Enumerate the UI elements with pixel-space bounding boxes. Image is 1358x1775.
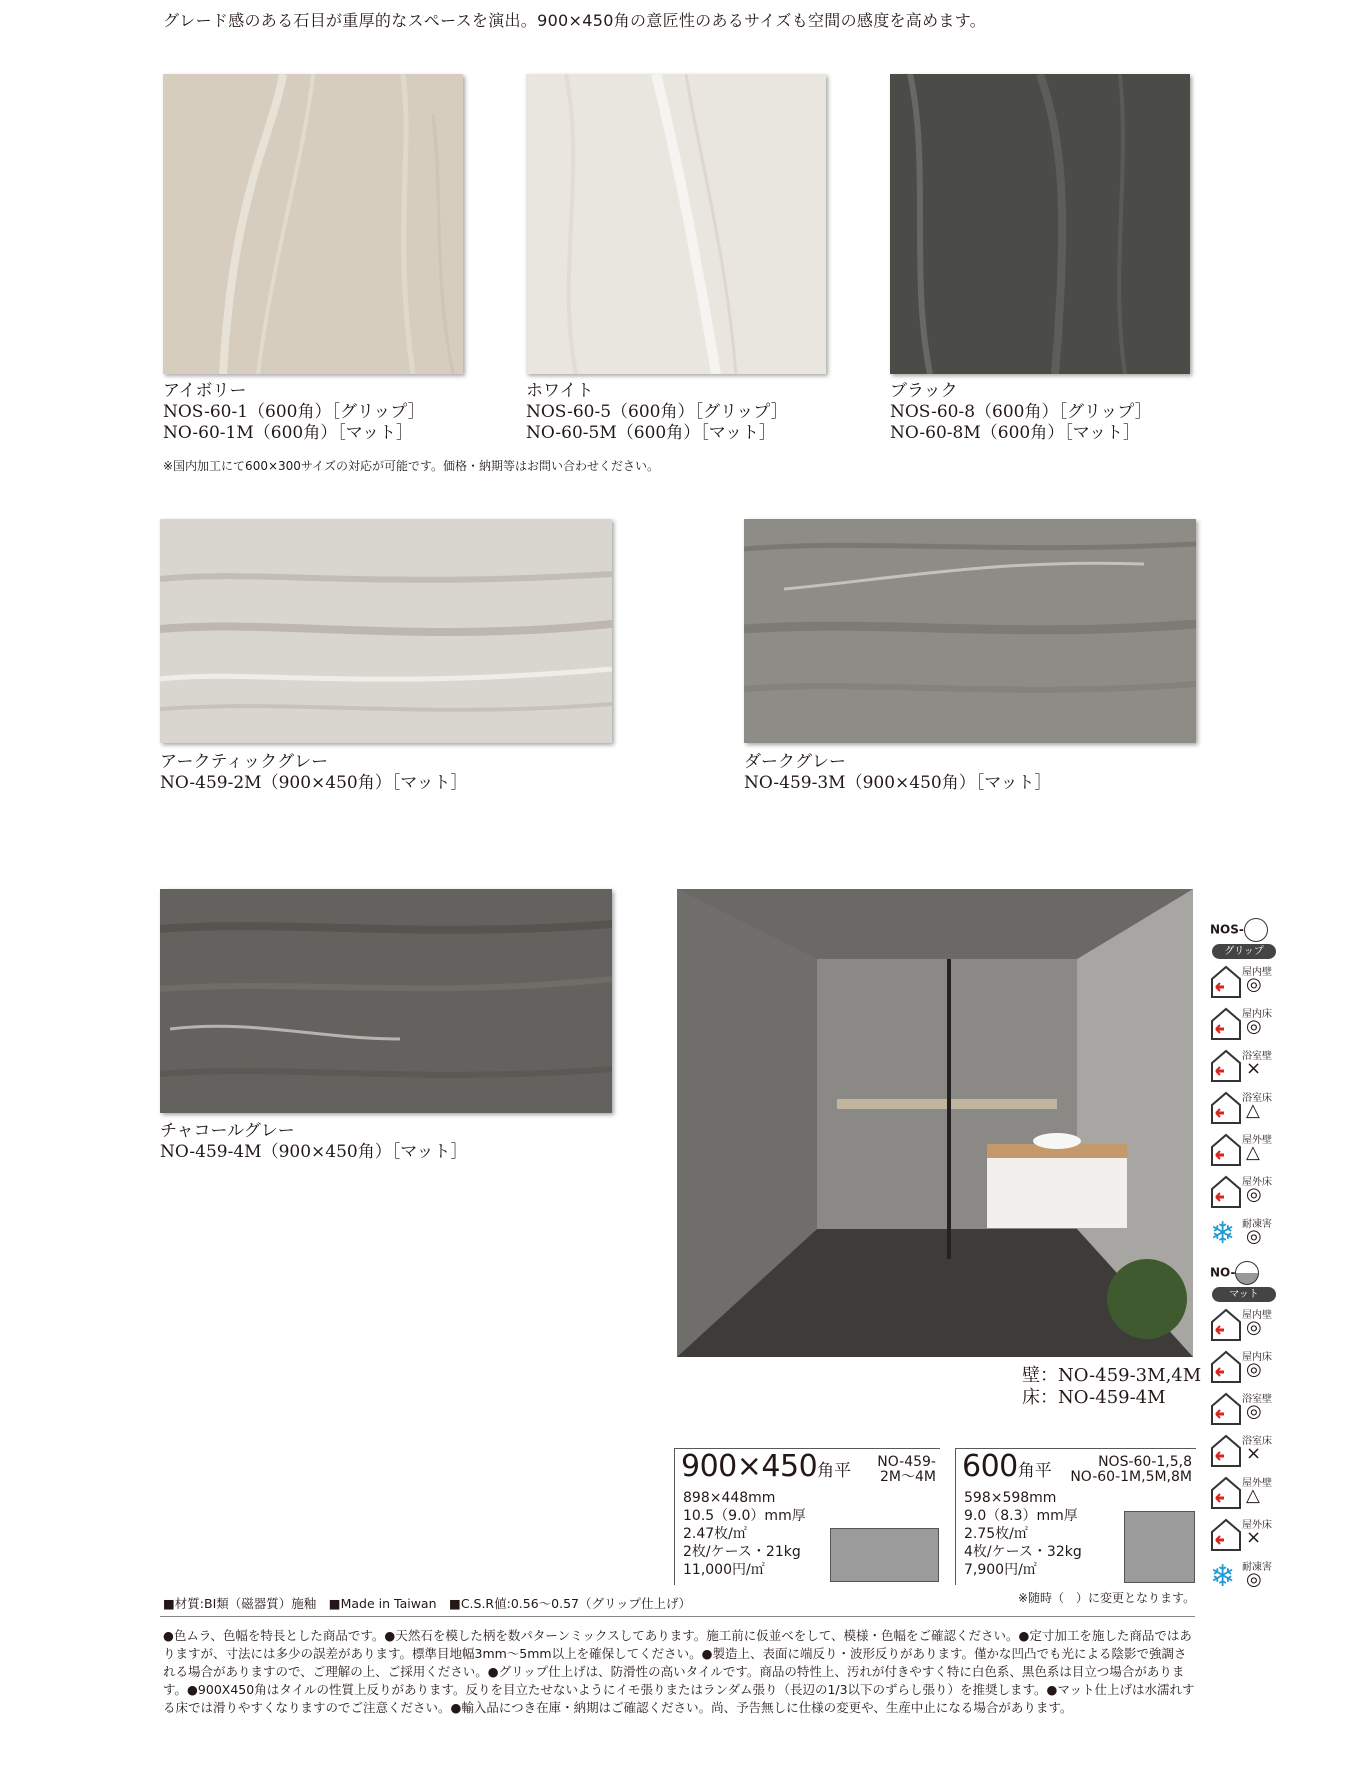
spec-code-1: NOS-60-1,5,8 xyxy=(1098,1454,1192,1470)
legend-row xyxy=(1210,1346,1280,1388)
tile-caption-dark-grey xyxy=(744,752,1052,794)
spec-code-1: NO-459- xyxy=(877,1454,936,1470)
house-icon xyxy=(1210,1133,1242,1167)
house-icon xyxy=(1210,1350,1242,1384)
room-caption-floor: 床：NO-459-4M xyxy=(1022,1387,1166,1408)
spec-thickness: 10.5（9.0）mm厚 xyxy=(683,1508,806,1524)
legend-label: 屋外壁 xyxy=(1242,1478,1272,1489)
spec-thickness: 9.0（8.3）mm厚 xyxy=(964,1508,1078,1524)
tile-name: アイボリー xyxy=(163,381,247,401)
legend-row xyxy=(1210,1171,1280,1213)
cut-note: ※国内加工にて600×300サイズの対応が可能です。価格・納期等はお問い合わせください。 xyxy=(163,459,660,473)
legend-row xyxy=(1210,1003,1280,1045)
tile-arctic-grey-image xyxy=(160,519,612,743)
legend-matte-pill: マット xyxy=(1212,1287,1276,1302)
tile-code-matte: NO-60-5M（600角）［マット］ xyxy=(526,423,777,443)
legend-row xyxy=(1210,1556,1280,1598)
product-notes: ●色ムラ、色幅を特長とした商品です。●天然石を模した柄を数パターンミックスしてあります。施工前に仮並べをして、模様・色幅をご確認ください。●定寸加工を施した商品ではありますが、寸法には多少の誤差があります。標準目地幅3mm～5mm以上を確保してください。●製造上、表面に端反り・波形反りがあります。僅かな凹凸でも光による陰影で強調される場合がありますので、ご理解の上、ご採用ください。●グリップ仕上げは、防滑性の高いタイルです。商品の特性上、汚れが付きやすく特に白色系、黒色系は目立つ場合があります。●900X450角はタイルの性質上反りがあります。反りを目立たせないようにイモ張りまたはランダム張り（長辺の1/3以下のずらし張り）を推奨します。●マット仕上げは水濡れする床では滑りやすくなりますのでご注意ください。●輸入品につき在庫・納期はご確認ください。尚、予告無しに仕様の変更や、生産中止になる場合があります。 xyxy=(163,1628,1195,1715)
tile-charcoal-grey-image xyxy=(160,889,612,1113)
spec-per-sqm: 2.47枚/㎡ xyxy=(683,1526,747,1542)
legend-label: 屋内壁 xyxy=(1242,1310,1272,1321)
bathroom-photo xyxy=(677,889,1193,1357)
legend-label: 浴室床 xyxy=(1242,1436,1272,1447)
legend-mark: ◎ xyxy=(1246,1016,1262,1037)
house-icon xyxy=(1210,1007,1242,1041)
house-icon xyxy=(1210,1434,1242,1468)
house-icon xyxy=(1210,1308,1242,1342)
legend-mark: ◎ xyxy=(1246,1401,1262,1422)
spec-price: 7,900円/㎡ xyxy=(964,1562,1037,1578)
spec-size: 600 xyxy=(962,1449,1018,1484)
tile-caption-black xyxy=(890,381,1152,444)
house-icon xyxy=(1210,1392,1242,1426)
legend-mark: ◎ xyxy=(1246,1184,1262,1205)
legend-label: 屋内床 xyxy=(1242,1009,1272,1020)
legend-row xyxy=(1210,1304,1280,1346)
intro-text: グレード感のある石目が重厚的なスペースを演出。900×450角の意匠性のあるサイズも空間の感度を高めます。 xyxy=(163,11,987,30)
legend-mark: △ xyxy=(1246,1142,1260,1163)
legend-label: 浴室壁 xyxy=(1242,1394,1272,1405)
tile-code-grip: NOS-60-8（600角）［グリップ］ xyxy=(890,402,1152,422)
material-line: ■材質:BI類（磁器質）施釉 ■Made in Taiwan ■C.S.R値:0.56～0.57（グリップ仕上げ） xyxy=(163,1596,691,1611)
room-caption xyxy=(1022,1365,1201,1409)
tile-name: アークティックグレー xyxy=(160,752,329,772)
legend-mark: ◎ xyxy=(1246,1317,1262,1338)
tile-white-image xyxy=(526,74,826,374)
legend-grip-pill: グリップ xyxy=(1212,944,1276,959)
legend-row xyxy=(1210,1430,1280,1472)
spec-size-suffix: 角平 xyxy=(1017,1461,1052,1481)
usage-legend xyxy=(1210,918,1290,1598)
legend-row xyxy=(1210,1514,1280,1556)
spec-case: 4枚/ケース・32kg xyxy=(964,1544,1082,1560)
legend-mark: ◎ xyxy=(1246,1359,1262,1380)
snowflake-icon: ❄ xyxy=(1210,1216,1236,1251)
legend-no-badge: NO- xyxy=(1210,1261,1290,1283)
room-caption-wall: 壁：NO-459-3M,4M xyxy=(1022,1365,1202,1386)
legend-mark: ◎ xyxy=(1246,1226,1262,1247)
tile-name: ダークグレー xyxy=(744,752,846,772)
tile-ivory-image xyxy=(163,74,463,374)
tile-code-matte: NO-60-1M（600角）［マット］ xyxy=(163,423,414,443)
spec-code-2: 2M～4M xyxy=(880,1469,936,1485)
legend-row xyxy=(1210,961,1280,1003)
divider xyxy=(160,1616,1195,1617)
spec-dimensions: 898×448mm xyxy=(683,1490,776,1506)
tile-code-grip: NOS-60-5（600角）［グリップ］ xyxy=(526,402,788,422)
legend-mark: × xyxy=(1246,1443,1262,1464)
legend-label: 屋外床 xyxy=(1242,1520,1272,1531)
tile-name: チャコールグレー xyxy=(160,1121,295,1141)
spec-size-suffix: 角平 xyxy=(817,1461,852,1481)
snowflake-icon: ❄ xyxy=(1210,1559,1236,1594)
legend-mark: ◎ xyxy=(1246,974,1262,995)
tile-code-matte: NO-60-8M（600角）［マット］ xyxy=(890,423,1141,443)
legend-label: 耐凍害 xyxy=(1242,1562,1272,1573)
legend-label: 浴室床 xyxy=(1242,1093,1272,1104)
legend-mark: × xyxy=(1246,1058,1262,1079)
tile-caption-arctic-grey xyxy=(160,752,468,794)
spec-code-2: NO-60-1M,5M,8M xyxy=(1070,1469,1192,1485)
legend-mark: △ xyxy=(1246,1100,1260,1121)
tile-name: ホワイト xyxy=(526,381,594,401)
legend-row xyxy=(1210,1087,1280,1129)
legend-label: 屋内壁 xyxy=(1242,967,1272,978)
change-note: ※随時（ ）に変更となります。 xyxy=(1018,1591,1196,1605)
tile-caption-ivory xyxy=(163,381,425,444)
legend-mark: × xyxy=(1246,1527,1262,1548)
tile-code-matte: NO-459-4M（900×450角）［マット］ xyxy=(160,1142,468,1162)
legend-row xyxy=(1210,1213,1280,1255)
spec-price: 11,000円/㎡ xyxy=(683,1562,765,1578)
spec-swatch xyxy=(1124,1511,1195,1583)
spec-size: 900×450 xyxy=(681,1449,818,1484)
legend-label: 浴室壁 xyxy=(1242,1051,1272,1062)
legend-row xyxy=(1210,1388,1280,1430)
legend-label: 屋内床 xyxy=(1242,1352,1272,1363)
tile-caption-charcoal-grey xyxy=(160,1121,468,1163)
spec-box-900x450 xyxy=(674,1448,940,1585)
house-icon xyxy=(1210,1518,1242,1552)
legend-label: 屋外壁 xyxy=(1242,1135,1272,1146)
legend-nos-badge: NOS- xyxy=(1210,918,1290,940)
tile-black-image xyxy=(890,74,1190,374)
spec-dimensions: 598×598mm xyxy=(964,1490,1057,1506)
tile-caption-white xyxy=(526,381,788,444)
legend-mark: △ xyxy=(1246,1485,1260,1506)
house-icon xyxy=(1210,1049,1242,1083)
tile-code-matte: NO-459-2M（900×450角）［マット］ xyxy=(160,773,468,793)
spec-box-600 xyxy=(955,1448,1196,1585)
spec-swatch xyxy=(830,1528,939,1582)
spec-per-sqm: 2.75枚/㎡ xyxy=(964,1526,1028,1542)
spec-case: 2枚/ケース・21kg xyxy=(683,1544,801,1560)
house-icon xyxy=(1210,1175,1242,1209)
tile-code-matte: NO-459-3M（900×450角）［マット］ xyxy=(744,773,1052,793)
legend-row xyxy=(1210,1472,1280,1514)
tile-dark-grey-image xyxy=(744,519,1196,743)
legend-mark: ◎ xyxy=(1246,1569,1262,1590)
legend-row xyxy=(1210,1045,1280,1087)
house-icon xyxy=(1210,965,1242,999)
legend-label: 屋外床 xyxy=(1242,1177,1272,1188)
tile-name: ブラック xyxy=(890,381,958,401)
tile-code-grip: NOS-60-1（600角）［グリップ］ xyxy=(163,402,425,422)
house-icon xyxy=(1210,1476,1242,1510)
legend-row xyxy=(1210,1129,1280,1171)
legend-label: 耐凍害 xyxy=(1242,1219,1272,1230)
house-icon xyxy=(1210,1091,1242,1125)
